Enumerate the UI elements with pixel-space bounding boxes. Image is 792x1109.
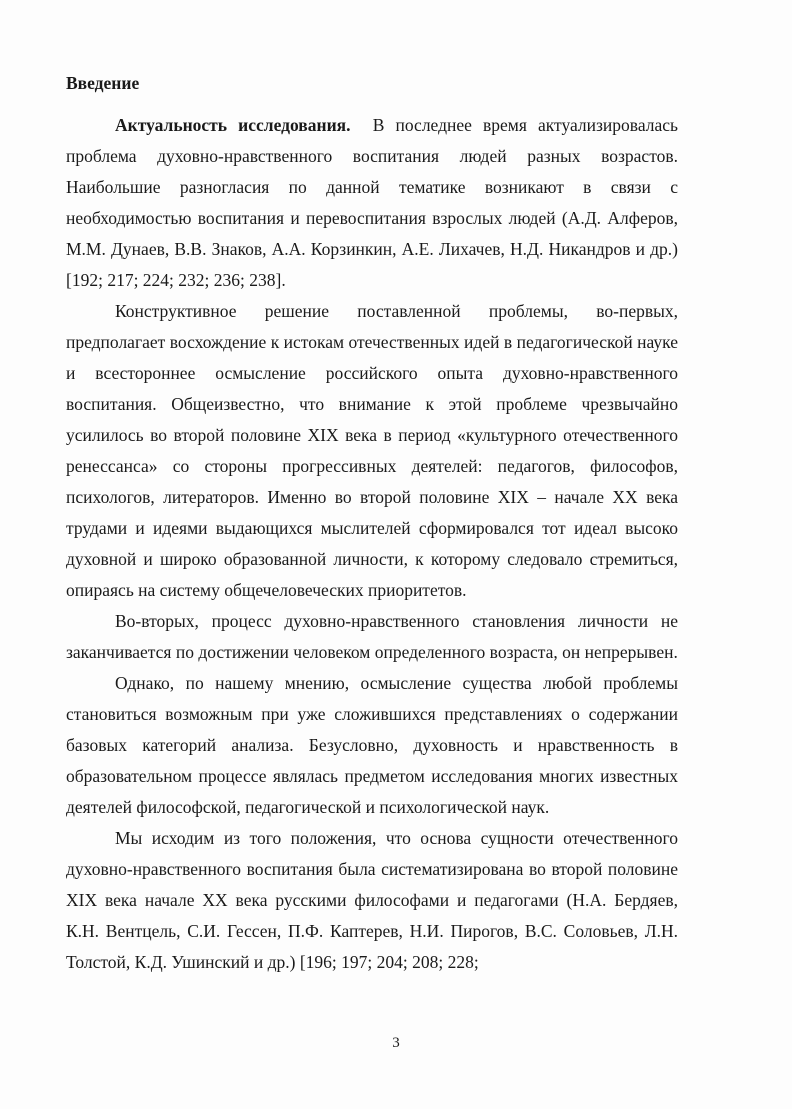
- page-number: 3: [392, 1035, 400, 1051]
- paragraph-1-text: В последнее время актуализировалась проблема духовно-нравственного воспитания людей разных возрастов. Наибольшие разногласия по данной тематике возникают в связи с необходимостью воспитания и перевоспитания взрослых людей (А.Д. Алферов, М.М. Дунаев, В.В. Знаков, А.А. Корзинкин, А.Е. Лихачев, Н.Д. Никандров и др.) [192; 217; 224; 232; 236; 238].: [66, 115, 678, 290]
- section-heading: Введение: [66, 73, 140, 93]
- paragraph-2: Конструктивное решение поставленной проблемы, во-первых, предполагает восхождение к истокам отечественных идей в педагогической науке и всестороннее осмысление российского опыта духовно-нравственного воспитания. Общеизвестно, что внимание к этой проблеме чрезвычайно усилилось во второй половине XIX века в период «культурного отечественного ренессанса» со стороны прогрессивных деятелей: педагогов, философов, психологов, литераторов. Именно во второй половине XIX – начале XX века трудами и идеями выдающихся мыслителей сформировался тот идеал высоко духовной и широко образованной личности, к которому следовало стремиться, опираясь на систему общечеловеческих приоритетов.: [66, 301, 678, 600]
- body-text: [66, 110, 678, 978]
- paragraph-4: Однако, по нашему мнению, осмысление существа любой проблемы становиться возможным при уже сложившихся представлениях о содержании базовых категорий анализа. Безусловно, духовность и нравственность в образовательном процессе являлась предметом исследования многих известных деятелей философской, педагогической и психологической наук.: [66, 673, 678, 817]
- paragraph-1: [66, 110, 678, 296]
- paragraph-5: Мы исходим из того положения, что основа сущности отечественного духовно-нравственного воспитания была систематизирована во второй половине XIX века начале XX века русскими философами и педагогами (Н.А. Бердяев, К.Н. Вентцель, С.И. Гессен, П.Ф. Каптерев, Н.И. Пирогов, В.С. Соловьев, Л.Н. Толстой, К.Д. Ушинский и др.) [196; 197; 204; 208; 228;: [66, 828, 678, 972]
- lead-label: Актуальность исследования.: [115, 115, 351, 135]
- paragraph-3: Во-вторых, процесс духовно-нравственного становления личности не заканчивается по достижении человеком определенного возраста, он непрерывен.: [66, 611, 678, 662]
